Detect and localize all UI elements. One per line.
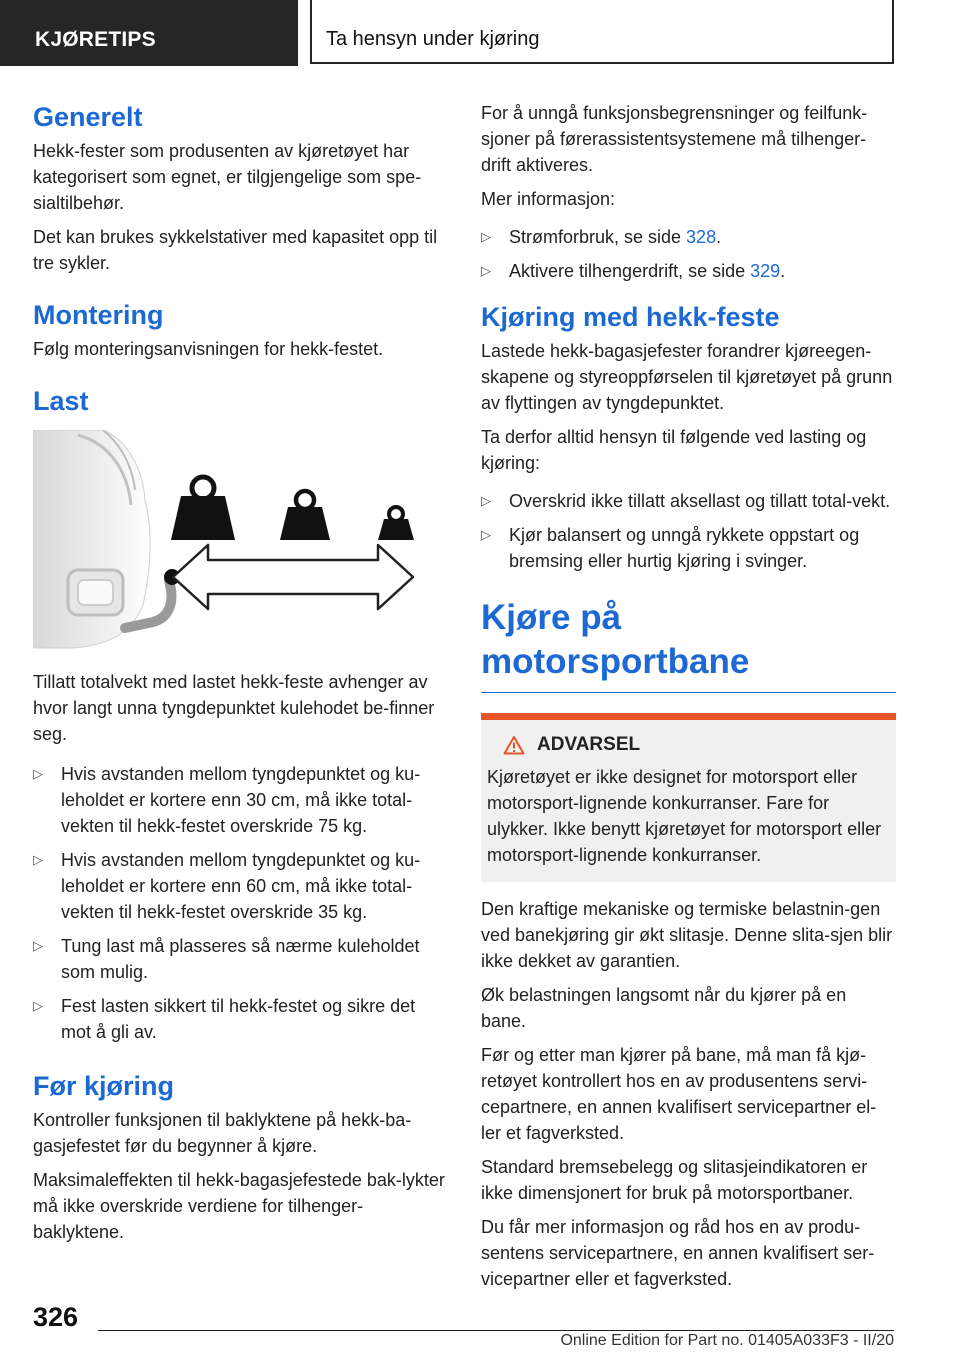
heading-montering: Montering	[33, 300, 164, 330]
list-item: ▷ Aktivere tilhengerdrift, se side 329.	[481, 258, 896, 284]
list-item: ▷ Hvis avstanden mellom tyngdepunktet og ku-leholdet er kortere enn 30 cm, må ikke total-vekten til hekk-festet overskride 75 kg.	[33, 761, 448, 839]
right-column	[481, 100, 896, 1300]
paragraph: Før og etter man kjører på bane, må man få kjø-retøyet kontrollert hos en av produsentens servi-cepartnere, en annen kvalifisert servicepartner el-ler et fagverksted.	[481, 1045, 877, 1143]
paragraph: Mer informasjon:	[481, 189, 616, 209]
hekk-rules-list	[481, 488, 896, 574]
heading-generelt: Generelt	[33, 102, 143, 132]
info-list	[481, 224, 896, 284]
section-title: Ta hensyn under kjøring	[310, 0, 894, 64]
list-item: ▷ Fest lasten sikkert til hekk-festet og sikre det mot å gli av.	[33, 993, 448, 1045]
edition-text: Online Edition for Part no. 01405A033F3 - II/20	[560, 1332, 894, 1349]
page-header	[0, 0, 960, 66]
warning-triangle-icon	[503, 735, 525, 755]
heading-motorsport: Kjøre på motorsportbane	[481, 596, 896, 693]
paragraph: Ta derfor alltid hensyn til følgende ved lasting og kjøring:	[481, 427, 867, 473]
paragraph: Det kan brukes sykkelstativer med kapasitet opp til tre sykler.	[33, 227, 438, 273]
last-rules-list	[33, 761, 448, 1045]
page-link-328[interactable]: 328	[686, 227, 717, 247]
heading-for-kjoring: Før kjøring	[33, 1071, 174, 1101]
footer-divider	[98, 1330, 894, 1331]
list-item: ▷ Kjør balansert og unngå rykkete oppstart og bremsing eller hurtig kjøring i svinger.	[481, 522, 896, 574]
heading-last: Last	[33, 386, 89, 416]
left-column	[33, 100, 448, 1253]
towbar-load-illustration	[33, 430, 418, 650]
page-footer	[0, 1292, 960, 1362]
warning-title: ADVARSEL	[537, 734, 641, 755]
heading-hekk-feste: Kjøring med hekk-feste	[481, 302, 780, 332]
paragraph: Hekk-fester som produsenten av kjøretøyet har kategorisert som egnet, er tilgjengelige som spe-sialtilbehør.	[33, 141, 422, 213]
paragraph: Du får mer informasjon og råd hos en av produ-sentens servicepartnere, en annen kvalifisert ser-vicepartner eller et fagverksted.	[481, 1217, 875, 1289]
list-item: ▷ Tung last må plasseres så nærme kuleholdet som mulig.	[33, 933, 448, 985]
page-number: 326	[33, 1302, 79, 1332]
paragraph: Maksimaleffekten til hekk-bagasjefestede bak-lykter må ikke overskride verdiene for tilhenger-baklyktene.	[33, 1170, 445, 1242]
paragraph: For å unngå funksjonsbegrensninger og feilfunk-sjoner på førerassistentsystemene må tilhenger-drift aktiveres.	[481, 103, 868, 175]
paragraph: Tillatt totalvekt med lastet hekk-feste avhenger av hvor langt unna tyngdepunktet kulehodet be-finner seg.	[33, 672, 435, 744]
paragraph: Kontroller funksjonen til baklyktene på hekk-ba-gasjefestet før du begynner å kjøre.	[33, 1110, 412, 1156]
list-item: ▷ Strømforbruk, se side 328.	[481, 224, 896, 250]
paragraph: Følg monteringsanvisningen for hekk-festet.	[33, 339, 384, 359]
paragraph: Standard bremsebelegg og slitasjeindikatoren er ikke dimensjonert for bruk på motorsportbaner.	[481, 1157, 868, 1203]
paragraph: Øk belastningen langsomt når du kjører på en bane.	[481, 985, 847, 1031]
list-item: ▷ Hvis avstanden mellom tyngdepunktet og ku-leholdet er kortere enn 60 cm, må ikke total-vekten til hekk-festet overskride 35 kg.	[33, 847, 448, 925]
warning-box	[481, 713, 896, 882]
list-item: ▷ Overskrid ikke tillatt aksellast og tillatt total-vekt.	[481, 488, 896, 514]
paragraph: Lastede hekk-bagasjefester forandrer kjøreegen-skapene og styreoppførselen til kjøretøyet på grunn av flyttingen av tyngdepunktet.	[481, 341, 893, 413]
page-link-329[interactable]: 329	[750, 261, 781, 281]
chapter-tab: KJØRETIPS	[0, 0, 298, 66]
warning-text: Kjøretøyet er ikke designet for motorsport eller motorsport-lignende konkurranser. Fare for ulykker. Ikke benytt kjøretøyet for motorsport eller motorsport-lignende konkurranser.	[487, 767, 882, 865]
paragraph: Den kraftige mekaniske og termiske belastnin-gen ved banekjøring gir økt slitasje. Denne slita-sjen blir ikke dekket av garantien.	[481, 899, 893, 971]
